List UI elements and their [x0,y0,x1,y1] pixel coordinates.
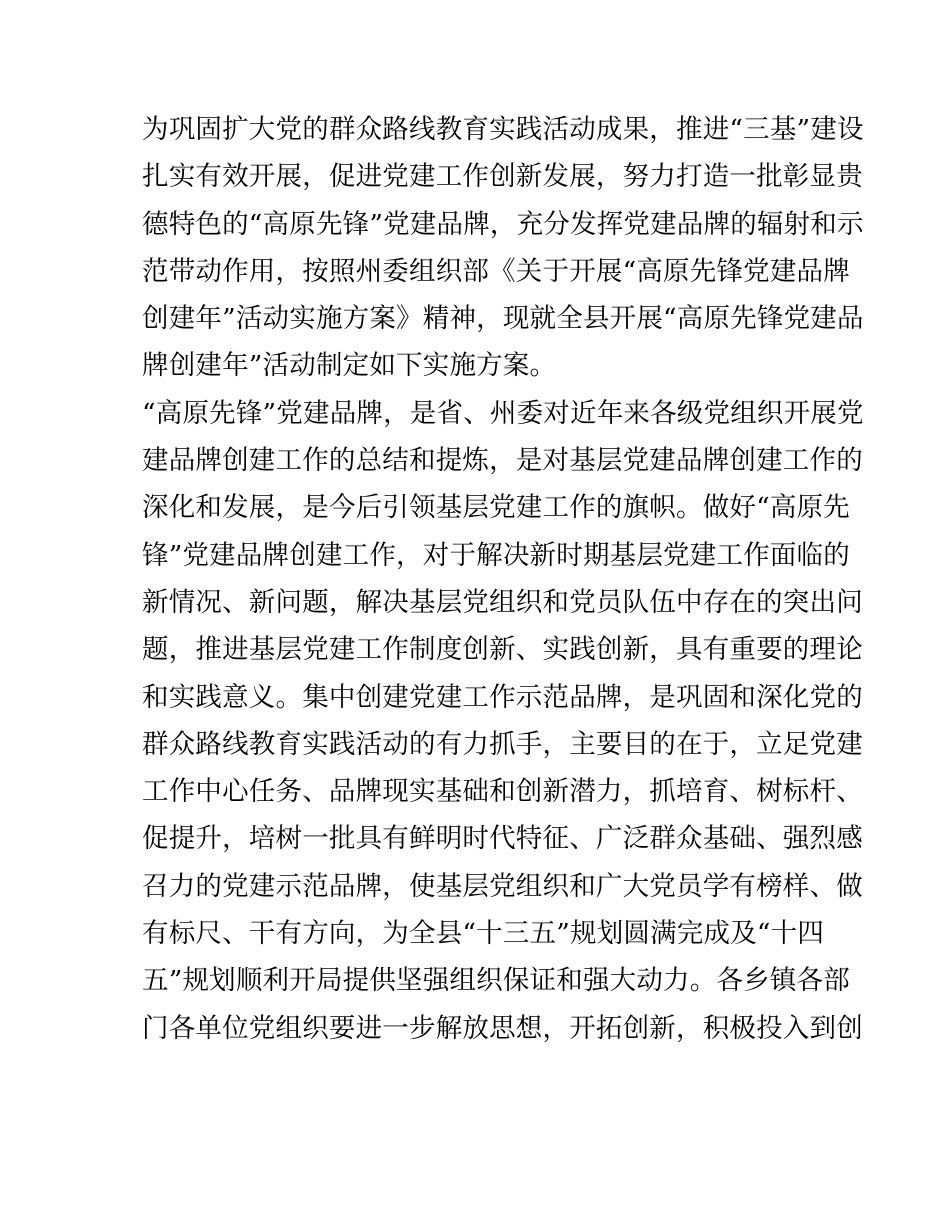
text-line-5: 创建年”活动实施方案》精神，现就全县开展“高原先锋党建品 [142,303,864,335]
text-line-1: 为巩固扩大党的群众路线教育实践活动成果，推进“三基”建设 [142,114,864,145]
text-line-18: 有标尺、干有方向，为全县“十三五”规划圆满完成及“十四 [142,918,825,950]
text-line-2: 扎实有效开展，促进党建工作创新发展，努力打造一批彰显贵 [142,161,863,193]
text-line-19: 五”规划顺利开局提供坚强组织保证和强大动力。各乡镇各部 [142,965,850,997]
text-line-3: 德特色的“高原先锋”党建品牌，充分发挥党建品牌的辐射和示 [142,208,864,240]
text-line-12: 题，推进基层党建工作制度创新、实践创新，具有重要的理论 [142,634,863,666]
text-line-7: “高原先锋”党建品牌，是省、州委对近年来各级党组织开展党 [142,397,864,429]
text-line-6: 牌创建年”活动制定如下实施方案。 [142,350,557,382]
text-line-14: 群众路线教育实践活动的有力抓手，主要目的在于，立足党建 [142,728,863,760]
text-line-8: 建品牌创建工作的总结和提炼，是对基层党建品牌创建工作的 [142,445,863,477]
text-line-17: 召力的党建示范品牌，使基层党组织和广大党员学有榜样、做 [142,870,863,902]
text-line-13: 和实践意义。集中创建党建工作示范品牌，是巩固和深化党的 [142,681,863,713]
text-line-16: 促提升，培树一批具有鲜明时代特征、广泛群众基础、强烈感 [142,823,863,855]
text-line-10: 锋”党建品牌创建工作，对于解决新时期基层党建工作面临的 [142,539,850,571]
text-line-11: 新情况、新问题，解决基层党组织和党员队伍中存在的突出问 [142,586,863,618]
text-line-4: 范带动作用，按照州委组织部《关于开展“高原先锋党建品牌 [142,255,850,287]
body-text [142,106,864,1052]
text-line-20: 门各单位党组织要进一步解放思想，开拓创新，积极投入到创 [142,1012,863,1044]
text-line-9: 深化和发展，是今后引领基层党建工作的旗帜。做好“高原先 [142,492,850,524]
text-line-15: 工作中心任务、品牌现实基础和创新潜力，抓培育、树标杆、 [142,776,863,808]
